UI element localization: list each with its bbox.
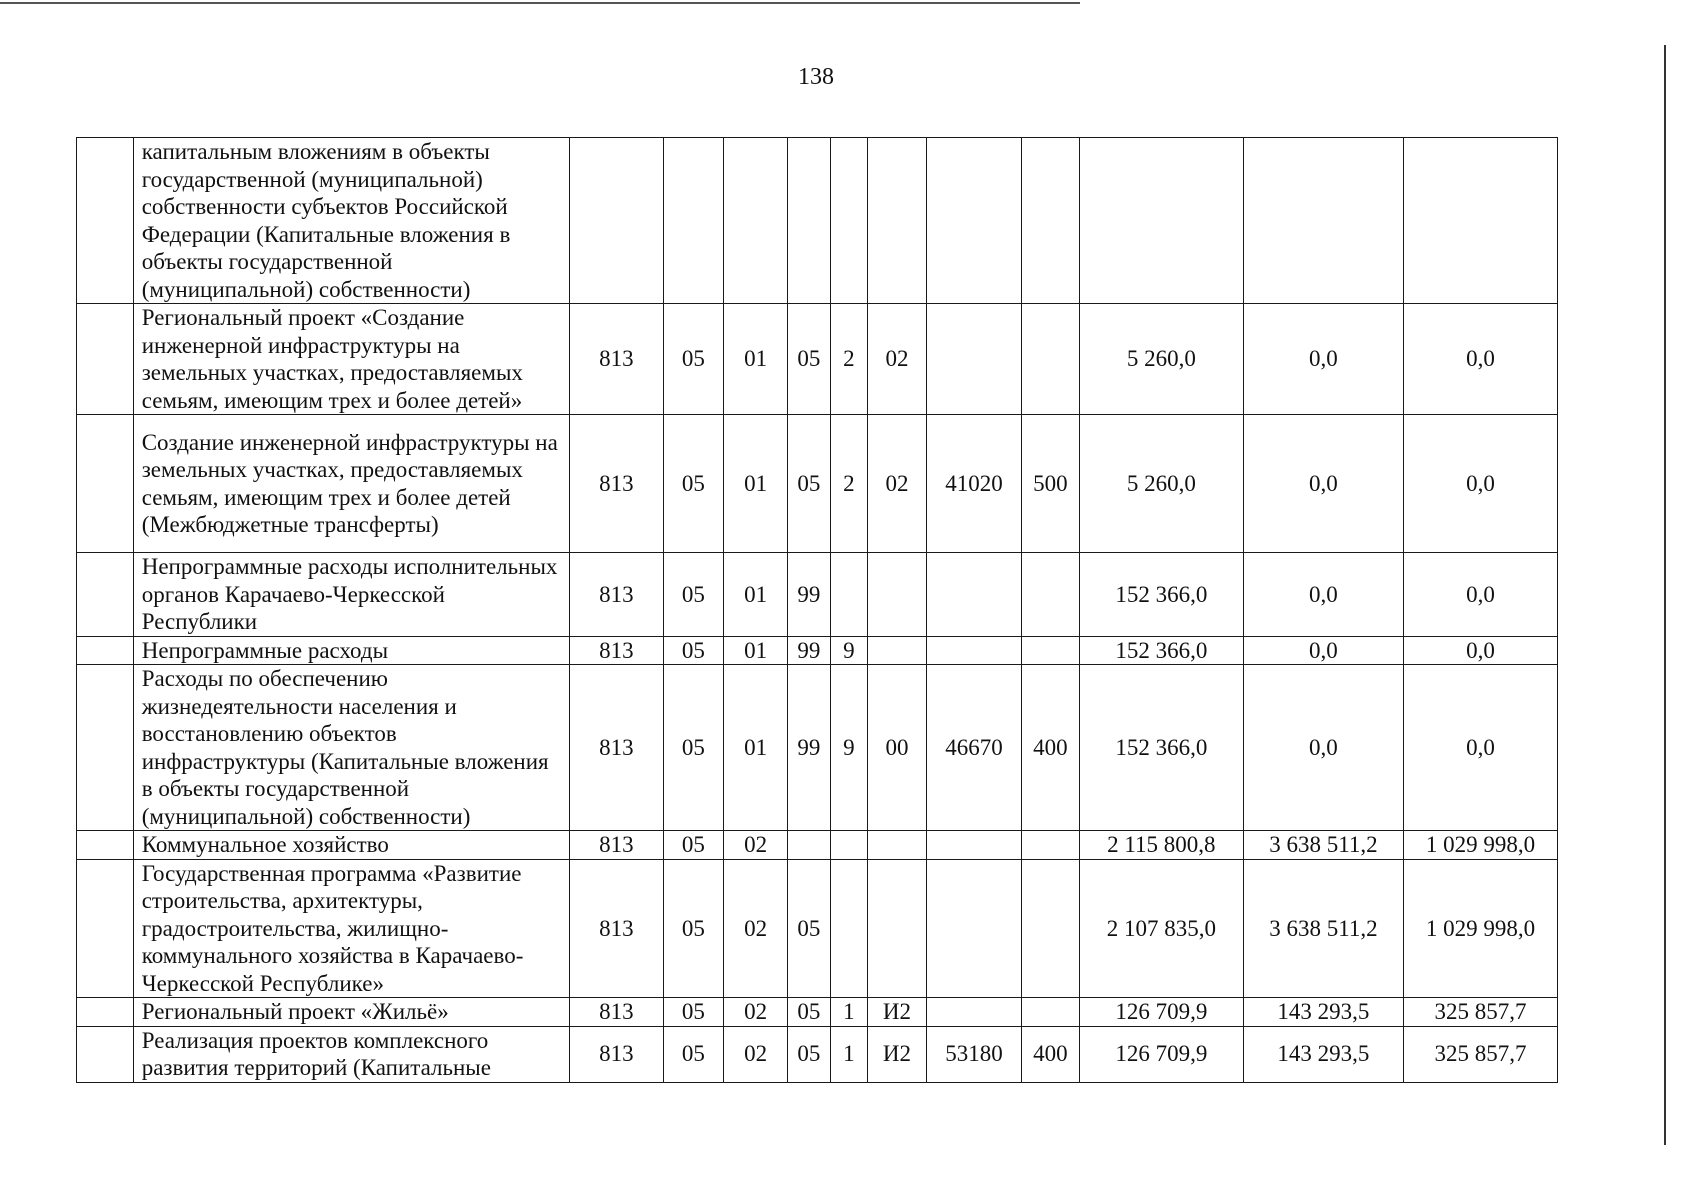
admin-code-cell (570, 138, 663, 304)
amount-year3-cell: 0,0 (1403, 415, 1557, 553)
number-cell (77, 665, 134, 831)
amount-year3-cell (1403, 138, 1557, 304)
amount-year2-cell (1243, 138, 1403, 304)
item-name-cell: Коммунальное хозяйство (133, 831, 570, 860)
admin-code-cell: 813 (570, 415, 663, 553)
number-cell (77, 636, 134, 665)
project-code-cell (868, 138, 927, 304)
subprogram-code-cell: 1 (830, 1026, 867, 1082)
project-code-cell (868, 859, 927, 998)
item-name-cell: Реализация проектов комплексного развития территорий (Капитальные (133, 1026, 570, 1082)
table-row (77, 665, 1558, 831)
amount-year3-cell: 0,0 (1403, 665, 1557, 831)
top-border-line (0, 2, 1080, 4)
number-cell (77, 1026, 134, 1082)
expense-type-cell: 400 (1022, 665, 1080, 831)
amount-year2-cell: 3 638 511,2 (1243, 859, 1403, 998)
item-name-cell: Создание инженерной инфраструктуры на земельных участках, предоставляемых семьям, имеющим трех и более детей (Межбюджетные трансферты) (133, 415, 570, 553)
subsection-code-cell: 02 (724, 831, 788, 860)
amount-year3-cell: 0,0 (1403, 304, 1557, 415)
number-cell (77, 415, 134, 553)
amount-year2-cell: 0,0 (1243, 304, 1403, 415)
program-code-cell: 99 (788, 553, 831, 637)
direction-code-cell: 41020 (926, 415, 1021, 553)
number-cell (77, 859, 134, 998)
project-code-cell (868, 831, 927, 860)
amount-year1-cell: 152 366,0 (1079, 665, 1243, 831)
subsection-code-cell (724, 138, 788, 304)
admin-code-cell: 813 (570, 553, 663, 637)
subsection-code-cell: 02 (724, 998, 788, 1027)
section-code-cell: 05 (663, 1026, 724, 1082)
project-code-cell: 00 (868, 665, 927, 831)
program-code-cell (788, 138, 831, 304)
table-row (77, 831, 1558, 860)
table-row (77, 998, 1558, 1027)
admin-code-cell: 813 (570, 665, 663, 831)
admin-code-cell: 813 (570, 636, 663, 665)
number-cell (77, 138, 134, 304)
subprogram-code-cell (830, 859, 867, 998)
expense-type-cell (1022, 831, 1080, 860)
item-name-cell: Непрограммные расходы исполнительных органов Карачаево-Черкесской Республики (133, 553, 570, 637)
program-code-cell: 05 (788, 415, 831, 553)
admin-code-cell: 813 (570, 859, 663, 998)
subsection-code-cell: 01 (724, 636, 788, 665)
number-cell (77, 553, 134, 637)
project-code-cell (868, 636, 927, 665)
project-code-cell: 02 (868, 304, 927, 415)
program-code-cell: 99 (788, 665, 831, 831)
item-name-cell: Региональный проект «Создание инженерной инфраструктуры на земельных участках, предоставляемых семьям, имеющим трех и более детей» (133, 304, 570, 415)
direction-code-cell (926, 831, 1021, 860)
item-name-cell: Государственная программа «Развитие строительства, архитектуры, градостроительства, жилищно-коммунального хозяйства в Карачаево-Черкесской Республике» (133, 859, 570, 998)
table-row (77, 138, 1558, 304)
table-row (77, 1026, 1558, 1082)
section-code-cell: 05 (663, 998, 724, 1027)
direction-code-cell (926, 636, 1021, 665)
right-margin-line (1664, 45, 1666, 1145)
subprogram-code-cell: 9 (830, 665, 867, 831)
page-number: 138 (798, 64, 834, 90)
expense-type-cell (1022, 859, 1080, 998)
section-code-cell: 05 (663, 831, 724, 860)
project-code-cell: И2 (868, 998, 927, 1027)
subprogram-code-cell: 1 (830, 998, 867, 1027)
direction-code-cell (926, 998, 1021, 1027)
table-row (77, 415, 1558, 553)
table-row (77, 636, 1558, 665)
direction-code-cell: 53180 (926, 1026, 1021, 1082)
expense-type-cell (1022, 553, 1080, 637)
section-code-cell (663, 138, 724, 304)
amount-year2-cell: 0,0 (1243, 665, 1403, 831)
amount-year3-cell: 1 029 998,0 (1403, 859, 1557, 998)
amount-year1-cell: 2 107 835,0 (1079, 859, 1243, 998)
amount-year1-cell: 126 709,9 (1079, 998, 1243, 1027)
item-name-cell: капитальным вложениям в объекты государственной (муниципальной) собственности субъектов Российской Федерации (Капитальные вложения в объекты государственной (муниципальной) собственности) (133, 138, 570, 304)
amount-year2-cell: 143 293,5 (1243, 1026, 1403, 1082)
amount-year1-cell: 2 115 800,8 (1079, 831, 1243, 860)
amount-year3-cell: 325 857,7 (1403, 998, 1557, 1027)
program-code-cell: 05 (788, 859, 831, 998)
admin-code-cell: 813 (570, 1026, 663, 1082)
program-code-cell: 05 (788, 304, 831, 415)
admin-code-cell: 813 (570, 998, 663, 1027)
table-row (77, 859, 1558, 998)
program-code-cell: 05 (788, 998, 831, 1027)
amount-year2-cell: 3 638 511,2 (1243, 831, 1403, 860)
subsection-code-cell: 02 (724, 859, 788, 998)
direction-code-cell (926, 859, 1021, 998)
amount-year2-cell: 0,0 (1243, 553, 1403, 637)
amount-year1-cell: 152 366,0 (1079, 553, 1243, 637)
amount-year1-cell: 126 709,9 (1079, 1026, 1243, 1082)
subprogram-code-cell (830, 138, 867, 304)
expense-type-cell (1022, 304, 1080, 415)
item-name-cell: Региональный проект «Жильё» (133, 998, 570, 1027)
subsection-code-cell: 01 (724, 415, 788, 553)
expense-type-cell (1022, 138, 1080, 304)
project-code-cell (868, 553, 927, 637)
table-body (77, 138, 1558, 1083)
expense-type-cell (1022, 636, 1080, 665)
subprogram-code-cell: 9 (830, 636, 867, 665)
amount-year1-cell (1079, 138, 1243, 304)
direction-code-cell (926, 304, 1021, 415)
section-code-cell: 05 (663, 859, 724, 998)
budget-table (76, 137, 1558, 1083)
direction-code-cell: 46670 (926, 665, 1021, 831)
number-cell (77, 831, 134, 860)
section-code-cell: 05 (663, 553, 724, 637)
amount-year2-cell: 143 293,5 (1243, 998, 1403, 1027)
amount-year2-cell: 0,0 (1243, 415, 1403, 553)
table-row (77, 304, 1558, 415)
amount-year2-cell: 0,0 (1243, 636, 1403, 665)
subprogram-code-cell (830, 831, 867, 860)
subprogram-code-cell (830, 553, 867, 637)
direction-code-cell (926, 553, 1021, 637)
table-row (77, 553, 1558, 637)
subsection-code-cell: 02 (724, 1026, 788, 1082)
expense-type-cell: 500 (1022, 415, 1080, 553)
amount-year1-cell: 5 260,0 (1079, 415, 1243, 553)
amount-year3-cell: 0,0 (1403, 553, 1557, 637)
admin-code-cell: 813 (570, 304, 663, 415)
section-code-cell: 05 (663, 636, 724, 665)
amount-year1-cell: 5 260,0 (1079, 304, 1243, 415)
amount-year3-cell: 0,0 (1403, 636, 1557, 665)
number-cell (77, 304, 134, 415)
item-name-cell: Непрограммные расходы (133, 636, 570, 665)
section-code-cell: 05 (663, 665, 724, 831)
admin-code-cell: 813 (570, 831, 663, 860)
amount-year3-cell: 325 857,7 (1403, 1026, 1557, 1082)
subprogram-code-cell: 2 (830, 304, 867, 415)
subprogram-code-cell: 2 (830, 415, 867, 553)
amount-year1-cell: 152 366,0 (1079, 636, 1243, 665)
subsection-code-cell: 01 (724, 304, 788, 415)
project-code-cell: 02 (868, 415, 927, 553)
subsection-code-cell: 01 (724, 553, 788, 637)
program-code-cell: 05 (788, 1026, 831, 1082)
program-code-cell: 99 (788, 636, 831, 665)
direction-code-cell (926, 138, 1021, 304)
number-cell (77, 998, 134, 1027)
amount-year3-cell: 1 029 998,0 (1403, 831, 1557, 860)
subsection-code-cell: 01 (724, 665, 788, 831)
project-code-cell: И2 (868, 1026, 927, 1082)
section-code-cell: 05 (663, 304, 724, 415)
program-code-cell (788, 831, 831, 860)
section-code-cell: 05 (663, 415, 724, 553)
item-name-cell: Расходы по обеспечению жизнедеятельности населения и восстановлению объектов инфраструктуры (Капитальные вложения в объекты государственной (муниципальной) собственности) (133, 665, 570, 831)
expense-type-cell: 400 (1022, 1026, 1080, 1082)
expense-type-cell (1022, 998, 1080, 1027)
